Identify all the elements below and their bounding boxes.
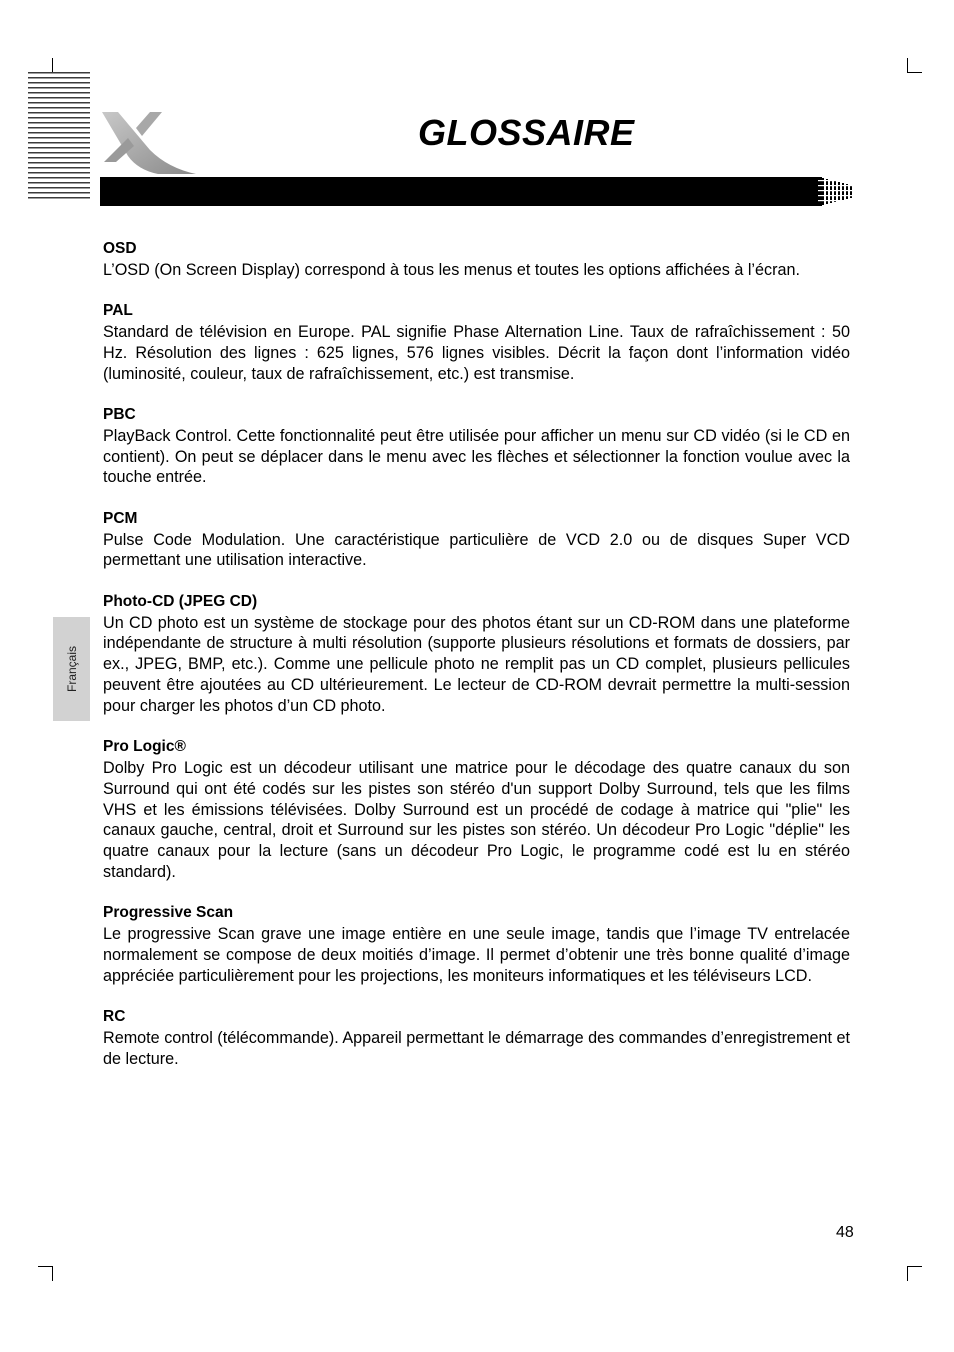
crop-mark-top-right — [907, 58, 922, 73]
glossary-term: Pro Logic® — [103, 738, 186, 756]
crop-mark-bottom-left — [38, 1266, 53, 1281]
glossary-entry-pcm — [103, 509, 850, 571]
page-title: GLOSSAIRE — [418, 112, 635, 153]
glossary-term: Photo-CD (JPEG CD) — [103, 592, 258, 610]
language-side-tab — [53, 617, 90, 721]
glossary-entry-pro-logic — [103, 737, 850, 883]
header-bar — [100, 177, 822, 206]
glossary-definition: PlayBack Control. Cette fonctionnalité peut être utilisée pour afficher un menu sur CD vidéo (si le CD en contient). On peut se déplacer dans le menu avec les flèches et sélectionner la fonction voulue avec la touche entrée. — [103, 426, 850, 487]
glossary-list — [103, 239, 850, 1090]
glossary-term: RC — [103, 1008, 126, 1026]
glossary-entry-photo-cd — [103, 592, 850, 717]
glossary-term: PAL — [103, 302, 133, 320]
glossary-term: PCM — [103, 509, 138, 527]
glossary-term: Progressive Scan — [103, 904, 234, 922]
glossary-definition: Le progressive Scan grave une image entière en une seule image, tandis que l’image TV entrelacée normalement se compose de deux moitiés d’image. Il permet d’obtenir une très bonne qualité d’image appréciée particulièrement pour les projections, les moniteurs informatiques et les téléviseurs LCD. — [103, 925, 850, 985]
glossary-definition: Standard de télévision en Europe. PAL signifie Phase Alternation Line. Taux de rafraîchissement : 50 Hz. Résolution des lignes : 625 lignes, 576 lignes visibles. Décrit la façon dont l’information vidéo (luminosité, couleur, taux de rafraîchissement, etc.) est transmise. — [103, 322, 850, 383]
crop-mark-bottom-right — [907, 1266, 922, 1281]
glossary-definition: Pulse Code Modulation. Une caractéristique particulière de VCD 2.0 ou de disques Super VCD permettant une utilisation interactive. — [103, 530, 850, 570]
header-bar-dot-pattern — [818, 177, 856, 206]
page-number: 48 — [836, 1224, 854, 1241]
language-label: Français — [64, 645, 79, 693]
glossary-entry-rc — [103, 1007, 850, 1069]
glossary-definition: L’OSD (On Screen Display) correspond à tous les menus et toutes les options affichées à l’écran. — [103, 260, 801, 279]
glossary-entry-pbc — [103, 405, 850, 488]
glossary-definition: Un CD photo est un système de stockage pour des photos étant sur un CD-ROM dans une plateforme indépendante de structure à multi résolution (supporte plusieurs résolutions et formats de dossiers, par ex., JPEG, BMP, etc.). Comme une pellicule photo ne remplit pas un CD complet, plusieurs pellicules peuvent être ajoutées au CD ultérieurement. Le lecteur de CD-ROM devrait permettre la multi-session pour charger les photos d’un CD photo. — [103, 613, 850, 715]
glossary-term: PBC — [103, 405, 136, 423]
crop-mark-top-left — [38, 58, 53, 73]
glossary-definition: Remote control (télécommande). Appareil permettant le démarrage des commandes d’enregistrement et de lecture. — [103, 1028, 850, 1068]
glossary-entry-pal — [103, 301, 850, 384]
x-brand-logo — [98, 108, 198, 178]
decorative-stripes — [28, 72, 90, 200]
glossary-term: OSD — [103, 240, 137, 257]
glossary-entry-osd — [103, 239, 850, 281]
glossary-entry-progressive-scan — [103, 903, 850, 986]
glossary-definition: Dolby Pro Logic est un décodeur utilisant une matrice pour le décodage des quatre canaux du son Surround qui ont été codés sur les pistes son stéréo d'un support Dolby Surround, tels que les films VHS et les émissions télévisées. Dolby Surround est un procédé de codage à matrice qui "plie" les canaux gauche, central, droit et Surround sur les pistes son stéréo. Un décodeur Pro Logic "déplie" les quatre canaux pour la lecture (sans un décodeur Pro Logic, le programme codé est lu en stéréo standard). — [103, 758, 850, 881]
